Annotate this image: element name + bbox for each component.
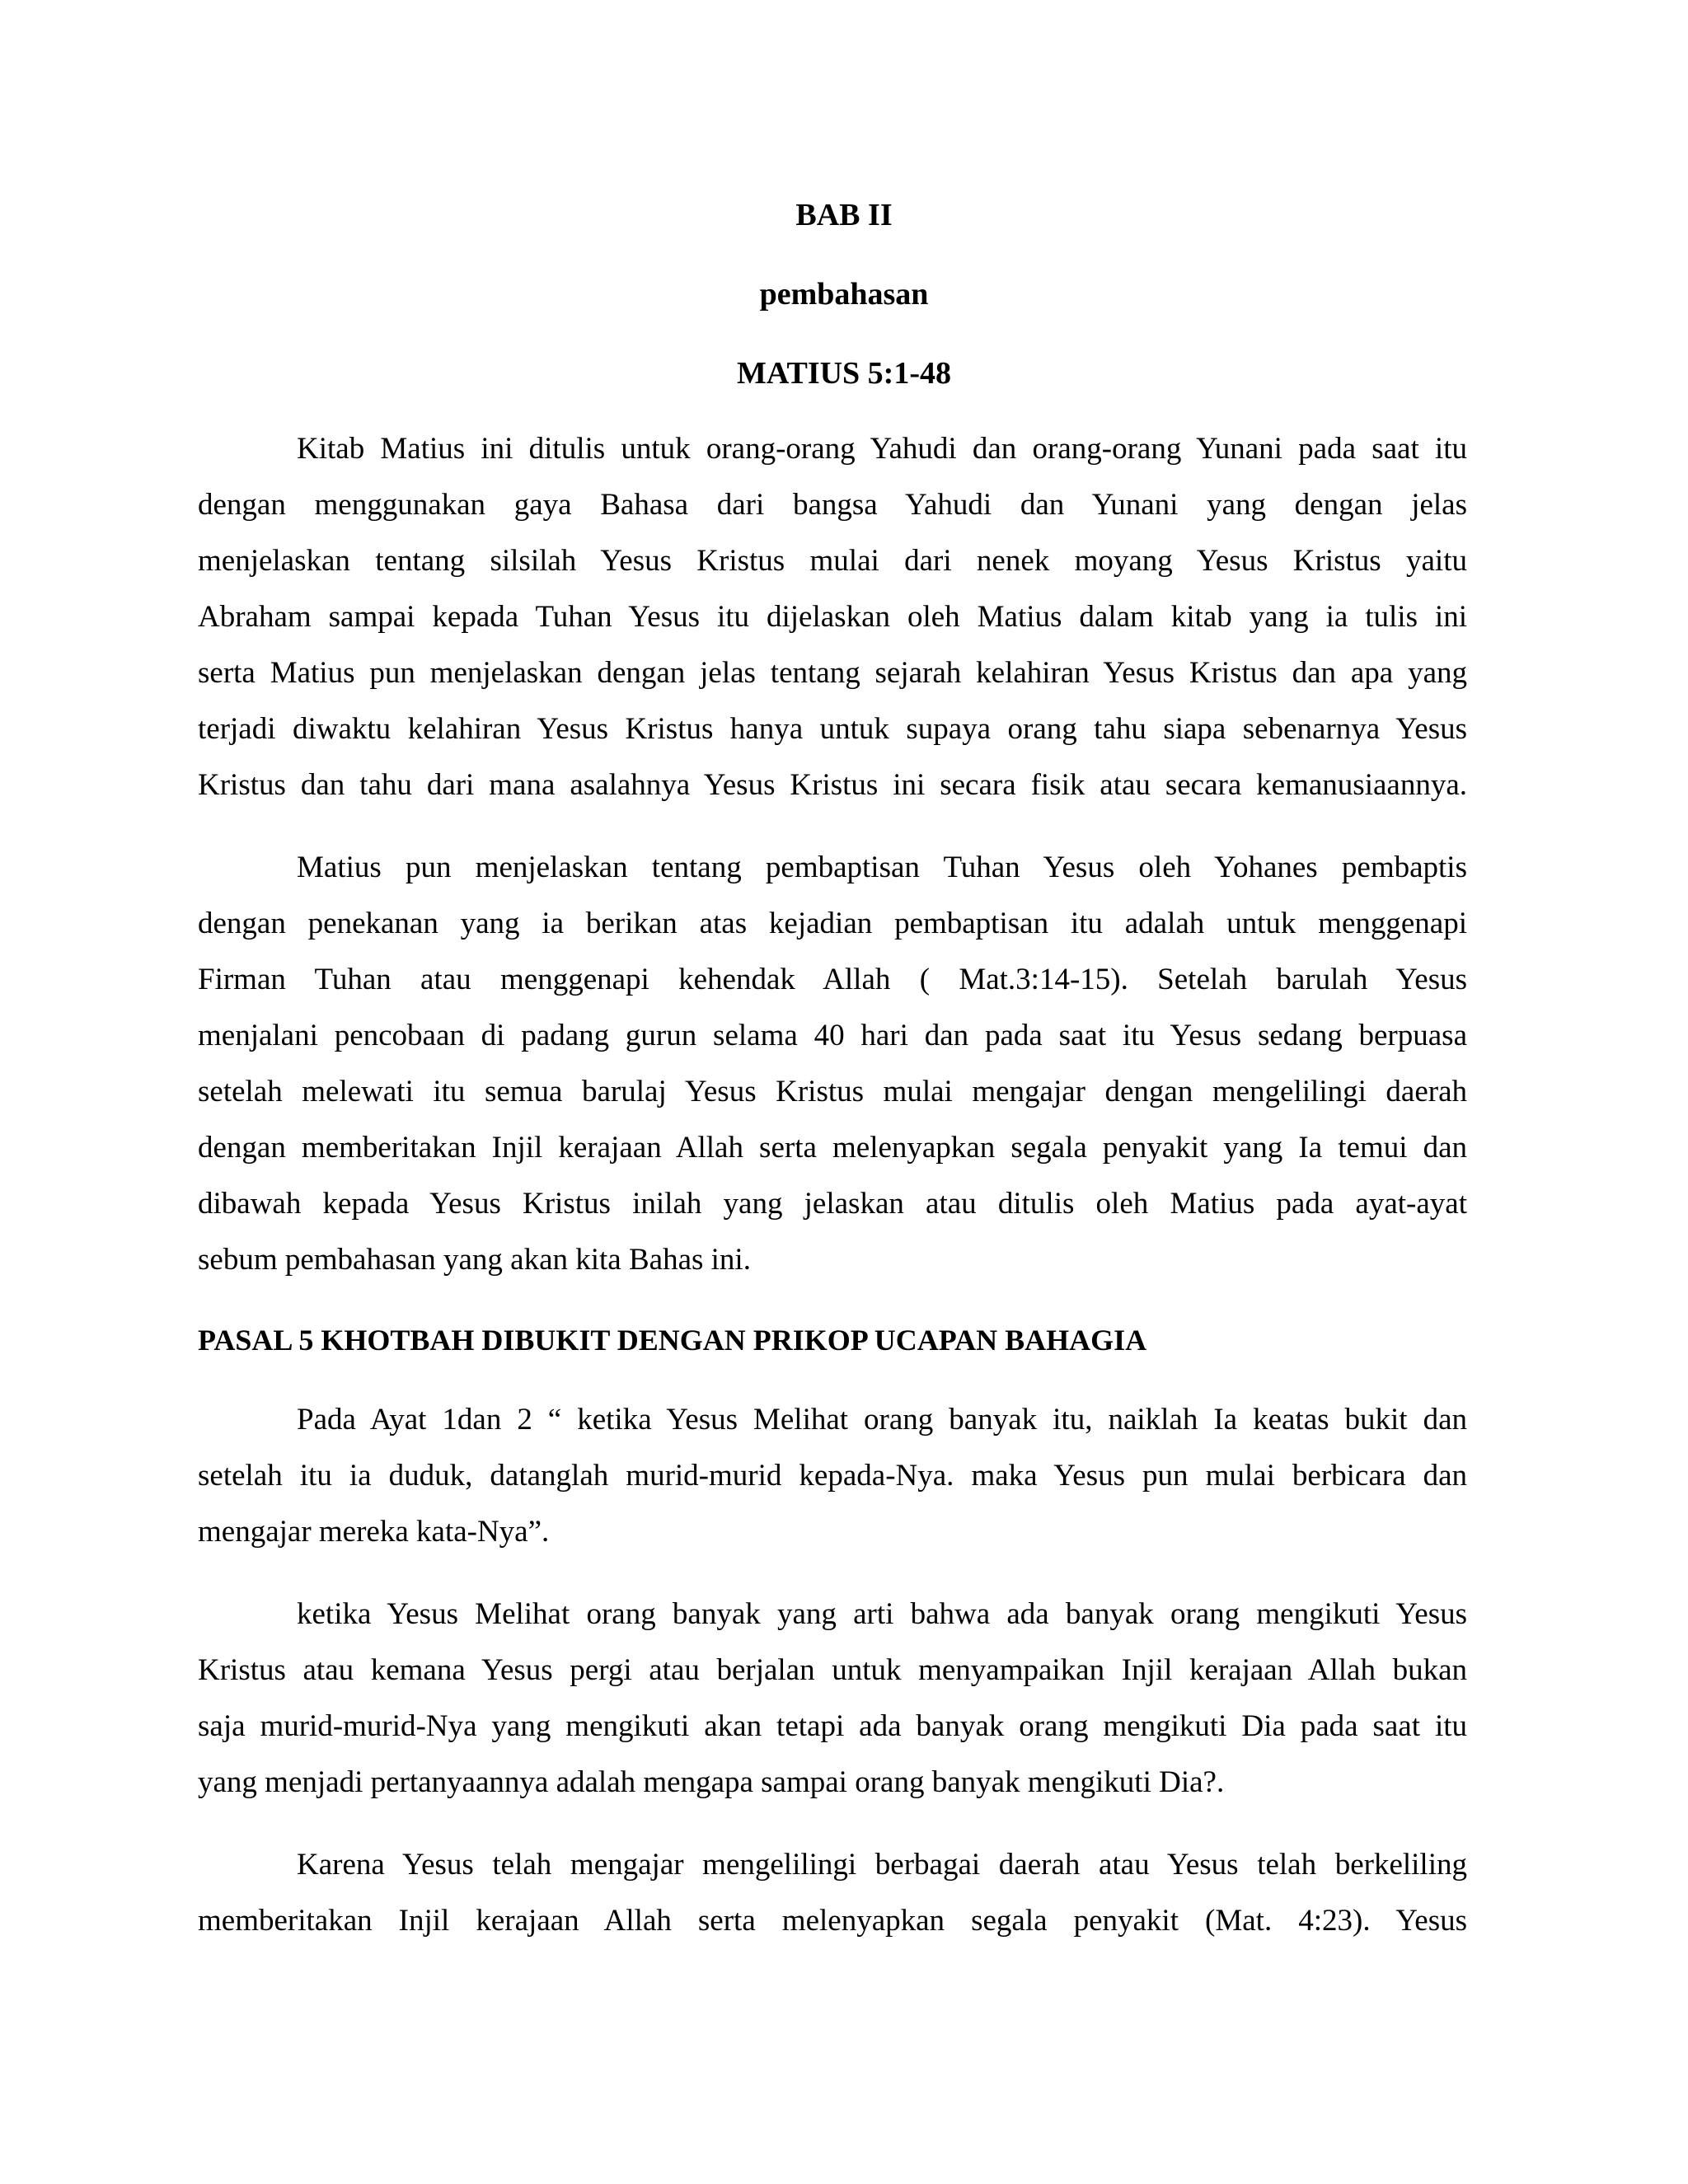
paragraph-line: Kristus atau kemana Yesus pergi atau berjalan untuk menyampaikan Injil kerajaan Allah bukan bbox=[198, 1653, 1467, 1687]
paragraph-line: dengan menggunakan gaya Bahasa dari bangsa Yahudi dan Yunani yang dengan jelas bbox=[198, 488, 1467, 522]
paragraph-line: serta Matius pun menjelaskan dengan jelas tentang sejarah kelahiran Yesus Kristus dan apa yang bbox=[198, 656, 1467, 690]
paragraph-line: dengan penekanan yang ia berikan atas kejadian pembaptisan itu adalah untuk menggenapi bbox=[198, 907, 1467, 940]
chapter-title: BAB II bbox=[795, 198, 893, 232]
paragraph-line: setelah melewati itu semua barulaj Yesus Kristus mulai mengajar dengan mengelilingi daerah bbox=[198, 1075, 1467, 1108]
paragraph-line: memberitakan Injil kerajaan Allah serta melenyapkan segala penyakit (Mat. 4:23). Yesus bbox=[198, 1904, 1467, 1938]
paragraph-line: Kristus dan tahu dari mana asalahnya Yesus Kristus ini secara fisik atau secara kemanusiaannya. bbox=[198, 768, 1467, 802]
paragraph-line: Firman Tuhan atau menggenapi kehendak Allah ( Mat.3:14-15). Setelah barulah Yesus bbox=[198, 963, 1467, 996]
paragraph-line: Karena Yesus telah mengajar mengelilingi berbagai daerah atau Yesus telah berkeliling bbox=[297, 1848, 1467, 1882]
paragraph-line: menjalani pencobaan di padang gurun selama 40 hari dan pada saat itu Yesus sedang berpuasa bbox=[198, 1019, 1467, 1052]
paragraph-line: terjadi diwaktu kelahiran Yesus Kristus hanya untuk supaya orang tahu siapa sebenarnya Yesus bbox=[198, 712, 1467, 746]
paragraph-line: saja murid-murid-Nya yang mengikuti akan tetapi ada banyak orang mengikuti Dia pada saat itu bbox=[198, 1709, 1467, 1743]
paragraph-line: menjelaskan tentang silsilah Yesus Kristus mulai dari nenek moyang Yesus Kristus yaitu bbox=[198, 544, 1467, 578]
chapter-subtitle: pembahasan bbox=[759, 277, 929, 312]
paragraph-line: sebum pembahasan yang akan kita Bahas ini. bbox=[198, 1243, 751, 1277]
paragraph-line: ketika Yesus Melihat orang banyak yang arti bahwa ada banyak orang mengikuti Yesus bbox=[297, 1597, 1467, 1631]
paragraph-line: yang menjadi pertanyaannya adalah mengapa sampai orang banyak mengikuti Dia?. bbox=[198, 1765, 1225, 1799]
paragraph-line: mengajar mereka kata-Nya”. bbox=[198, 1515, 550, 1549]
passage-title: MATIUS 5:1-48 bbox=[736, 356, 951, 391]
paragraph-line: Kitab Matius ini ditulis untuk orang-orang Yahudi dan orang-orang Yunani pada saat itu bbox=[297, 432, 1467, 466]
paragraph-line: Matius pun menjelaskan tentang pembaptisan Tuhan Yesus oleh Yohanes pembaptis bbox=[297, 851, 1467, 884]
paragraph-line: setelah itu ia duduk, datanglah murid-murid kepada-Nya. maka Yesus pun mulai berbicara dan bbox=[198, 1459, 1467, 1493]
paragraph-line: Pada Ayat 1dan 2 “ ketika Yesus Melihat orang banyak itu, naiklah Ia keatas bukit dan bbox=[297, 1403, 1467, 1436]
paragraph-line: dengan memberitakan Injil kerajaan Allah serta melenyapkan segala penyakit yang Ia temui dan bbox=[198, 1131, 1467, 1165]
paragraph-line: dibawah kepada Yesus Kristus inilah yang jelaskan atau ditulis oleh Matius pada ayat-ayat bbox=[198, 1187, 1467, 1221]
paragraph-line: Abraham sampai kepada Tuhan Yesus itu dijelaskan oleh Matius dalam kitab yang ia tulis ini bbox=[198, 600, 1467, 634]
section-heading: PASAL 5 KHOTBAH DIBUKIT DENGAN PRIKOP UCAPAN BAHAGIA bbox=[198, 1324, 1147, 1357]
